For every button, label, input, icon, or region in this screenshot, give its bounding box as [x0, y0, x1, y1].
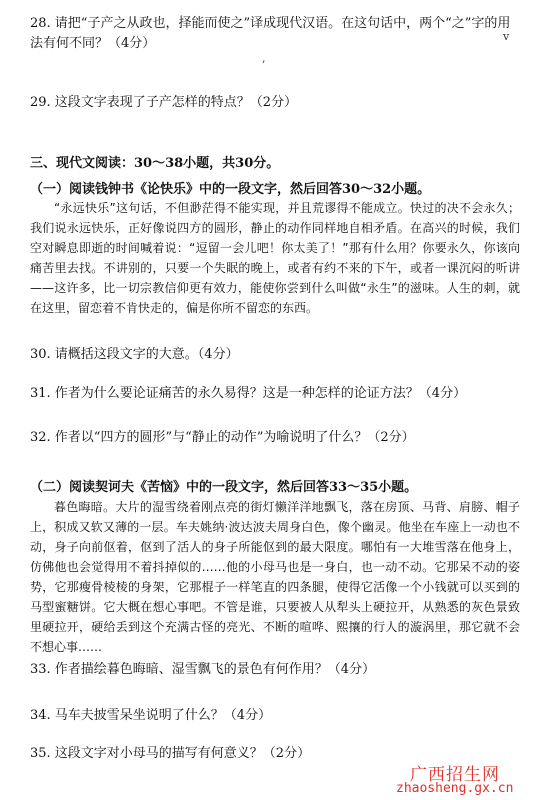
question-28: 28. 请把“子产之从政也，择能而使之”译成现代汉语。在这句话中，两个“之”字的用法有何不同？（4分）: [30, 16, 511, 51]
passage-2-text: 暮色晦暗。大片的湿雪绕着刚点亮的街灯懒洋洋地飘飞，落在房顶、马背、肩膀、帽子上，积成又软又薄的一层。车夫姚纳·波达波夫周身白色，像个幽灵。他坐在车座上一动也不动，身子向前伛着，伛到了活人的身子所能伛到的最大限度。哪怕有一大堆雪落在他身上，仿佛他也会觉得用不着抖掉似的……他的小母马也是一身白，也一动不动。它那呆不动的姿势，它那瘦骨棱棱的身架，它那棍子一样笔直的四条腿，使得它活像一个小钱就可以买到的马型蜜糖饼。它大概在想心事吧。不管是谁，只要被人从犁头上硬拉开，从熟悉的灰色景致里硬拉开，硬给丢到这个充满古怪的亮光、不断的喧哗、熙攘的行人的漩涡里，那它就不会不想心事……: [30, 500, 520, 654]
question-34: 34. 马车夫披雪呆坐说明了什么？（4分）: [30, 708, 272, 723]
passage-2-title: （二）阅读契诃夫《苦恼》中的一段文字，然后回答33～35小题。: [30, 480, 418, 495]
section-title: 三、现代文阅读：30～38小题，共30分。: [30, 156, 280, 171]
question-35: 35. 这段文字对小母马的描写有何意义？（2分）: [30, 746, 311, 761]
stray-mark: ,: [262, 52, 266, 65]
passage-1-title: （一）阅读钱钟书《论快乐》中的一段文字，然后回答30～32小题。: [30, 182, 431, 197]
question-29: 29. 这段文字表现了子产怎样的特点？（2分）: [30, 95, 298, 110]
watermark-site-name: 广西招生网: [410, 765, 500, 785]
stray-mark: ⅴ: [503, 30, 510, 43]
question-30: 30. 请概括这段文字的大意。（4分）: [30, 347, 239, 362]
question-32: 32. 作者以“四方的圆形”与“静止的动作”为喻说明了什么？（2分）: [30, 430, 415, 445]
passage-1-text: “永远快乐”这句话，不但渺茫得不能实现，并且荒谬得不能成立。快过的决不会永久；我们说永远快乐，正好像说四方的圆形，静止的动作同样地自相矛盾。在高兴的时候，我们空对瞬息即逝的时间喊着说：“逗留一会儿吧！你太美了！”那有什么用？你要永久，你该向痛苦里去找。不讲别的，只要一个失眠的晚上，或者有约不来的下午，或者一课沉闷的听讲——这许多，比一切宗教信仰更有效力，能使你尝到什么叫做“永生”的滋味。人生的刺，就在这里，留恋着不肯快走的，偏是你所不留恋的东西。: [30, 201, 520, 315]
question-33: 33. 作者描绘暮色晦暗、湿雪飘飞的景色有何作用？（4分）: [30, 662, 376, 677]
watermark-url: zhaosheng.gx.cn: [396, 781, 514, 796]
question-31: 31. 作者为什么要论证痛苦的永久易得？这是一种怎样的论证方法？（4分）: [30, 386, 467, 401]
